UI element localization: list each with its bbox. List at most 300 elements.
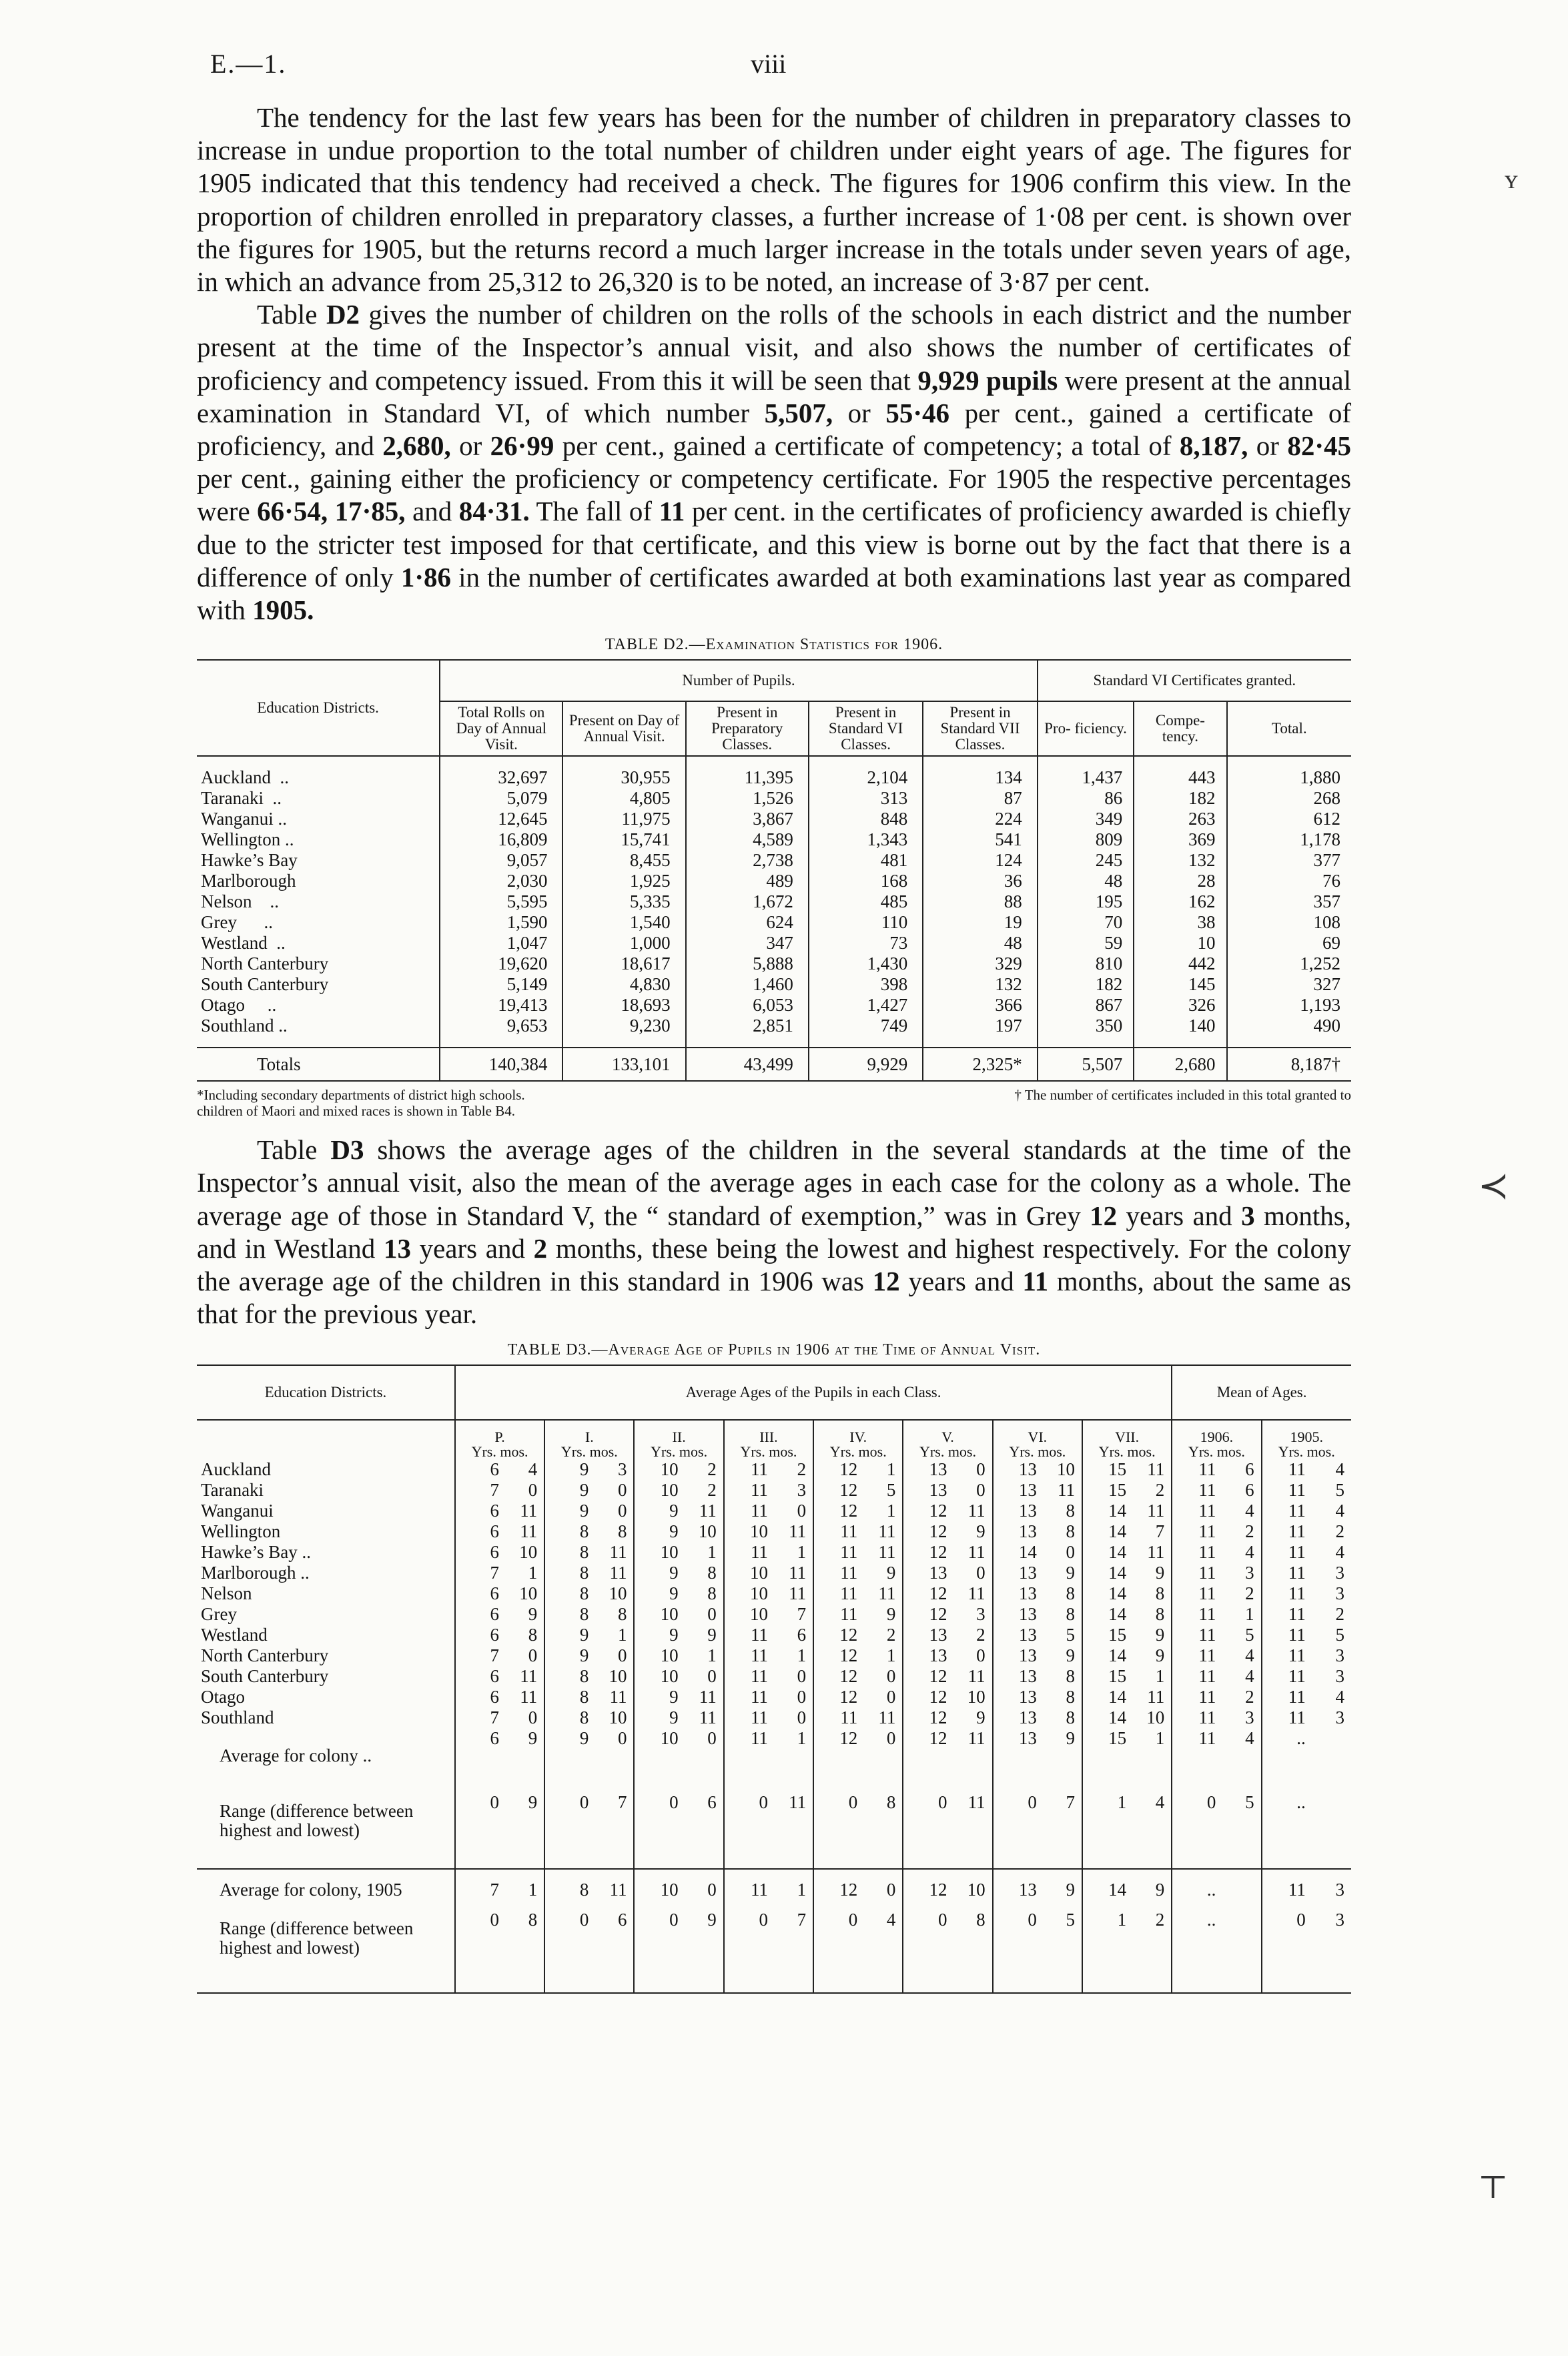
table-cell: 13 <box>1018 1501 1037 1521</box>
table-cell: 0 <box>949 1563 993 1583</box>
table-cell: 0 <box>500 1707 544 1728</box>
table-cell: 13 <box>1018 1728 1037 1749</box>
table-cell: 36 <box>923 871 1037 891</box>
d2-header-certificates: Standard VI Certificates granted. <box>1038 660 1351 701</box>
table-cell: 12 <box>929 1728 947 1749</box>
table-cell: 11 <box>1198 1687 1216 1707</box>
table-row <box>197 1728 1351 1792</box>
table-cell: 28 <box>1134 871 1226 891</box>
table-cell: 162 <box>1134 891 1226 912</box>
table-cell: 10 <box>749 1604 768 1625</box>
table-cell: 11 <box>680 1687 724 1707</box>
d2-col-header: Pro- ficiency. <box>1038 701 1134 756</box>
table-cell: 6 <box>490 1501 500 1521</box>
table-cell: 9 <box>500 1792 544 1869</box>
table-cell: 749 <box>809 1016 923 1036</box>
table-cell: 18,693 <box>562 995 685 1016</box>
table-cell: 1 <box>1128 1666 1172 1687</box>
table-cell: 11 <box>724 1869 769 1910</box>
table-cell: 10 <box>680 1521 724 1542</box>
table-cell: 12 <box>929 1521 947 1542</box>
district-name: Southland .. <box>197 1016 440 1036</box>
table-cell: 0 <box>490 1792 500 1813</box>
table-d2 <box>197 659 1351 1082</box>
table-cell: 12 <box>813 1869 859 1910</box>
table-cell: 10 <box>500 1583 544 1604</box>
table-cell: 0 <box>859 1728 903 1792</box>
bold-run: 11 <box>659 496 685 527</box>
table-cell: 10 <box>949 1869 993 1910</box>
table-cell: 624 <box>686 912 809 933</box>
table-cell: 9 <box>579 1645 589 1666</box>
table-cell: 7 <box>455 1869 500 1910</box>
text-run: per cent. in the certificates of proficiency awarded is chiefly due to the stricter test imposed for that certificate, and this view is borne out by the fact that there is a difference of only <box>197 496 1351 593</box>
bold-run: 26·99 <box>490 430 554 462</box>
table-cell: 15 <box>1108 1666 1127 1687</box>
table-cell: 8 <box>1038 1583 1082 1604</box>
bold-run: D2 <box>326 299 360 330</box>
table-cell: 8 <box>1038 1707 1082 1728</box>
table-row <box>197 1707 1351 1728</box>
bold-run: 84·31. <box>458 496 530 527</box>
table-cell: 8 <box>579 1521 589 1542</box>
table-cell: 9 <box>579 1728 589 1749</box>
table-cell: 10 <box>590 1666 634 1687</box>
table-cell: 30,955 <box>562 767 685 788</box>
table-cell: 48 <box>1038 871 1134 891</box>
table-cell: 10 <box>590 1583 634 1604</box>
table-cell: 7 <box>490 1645 500 1666</box>
bold-run: 1·86 <box>400 561 451 593</box>
table-cell: 32,697 <box>440 767 562 788</box>
district-name: Hawke’s Bay .. <box>197 1542 455 1563</box>
table-cell: 10 <box>500 1542 544 1563</box>
table-cell: 13 <box>993 1869 1038 1910</box>
table-cell: 1 <box>1217 1604 1261 1625</box>
text-run: gives the number of children on the rolls of the schools in each district and the number present at the time of the Inspector’s annual visit, and also shows the number of certificates of proficiency and competency issued. From this it will be seen that <box>197 299 1352 396</box>
table-cell: 8 <box>859 1792 903 1869</box>
district-name: Taranaki <box>197 1480 455 1501</box>
text-run: or <box>833 397 886 428</box>
text-run: shows the average ages of the children in the several standards at the time of the Inspector’s annual visit, also the mean of the average ages in each case for the colony as a whole. The average age of those in Standard V, the “ standard of exemption,” was in Grey <box>197 1134 1352 1231</box>
table-cell: 11 <box>1128 1501 1172 1521</box>
district-name: South Canterbury <box>197 1666 455 1687</box>
report-code: E.—1. <box>210 49 287 79</box>
table-cell: 8 <box>1038 1604 1082 1625</box>
table-cell: 0 <box>859 1869 903 1910</box>
table-row <box>197 809 1351 829</box>
table-cell: 0 <box>769 1707 813 1728</box>
table-cell: 1,526 <box>686 788 809 809</box>
table-cell: 11 <box>949 1542 993 1563</box>
table-cell: 11 <box>590 1687 634 1707</box>
table-cell: 12 <box>839 1480 858 1501</box>
table-d3-caption: TABLE D3.—Average Age of Pupils in 1906 at the Time of Annual Visit. <box>507 1341 1041 1359</box>
table-cell: 1,252 <box>1300 953 1340 974</box>
table-cell: 15 <box>1108 1480 1127 1501</box>
footnote-secondary: *Including secondary departments of district high schools. <box>197 1087 525 1104</box>
table-cell: 12 <box>929 1542 947 1563</box>
table-cell: 810 <box>1038 953 1134 974</box>
table-cell: 10 <box>749 1583 768 1604</box>
table-cell: 14 <box>1108 1542 1127 1563</box>
table-cell: 11 <box>750 1459 768 1480</box>
table-cell: 11 <box>1198 1542 1216 1563</box>
table-cell: 2 <box>1335 1521 1344 1542</box>
district-name: Average for colony .. <box>197 1728 455 1792</box>
table-cell: 10 <box>1038 1459 1082 1480</box>
table-cell: 12 <box>839 1645 858 1666</box>
d2-col-header: Compe- tency. <box>1134 701 1226 756</box>
table-cell: 1 <box>500 1869 544 1910</box>
table-cell: 15 <box>1108 1625 1127 1645</box>
table-cell <box>1307 1728 1351 1792</box>
table-cell: 11 <box>769 1583 813 1604</box>
table-cell: 8 <box>590 1604 634 1625</box>
table-cell: 4 <box>1335 1501 1344 1521</box>
table-cell: 12,645 <box>440 809 562 829</box>
table-cell: 11 <box>1128 1459 1172 1480</box>
table-cell: 11 <box>590 1542 634 1563</box>
class-label: VI. <box>1028 1429 1048 1446</box>
table-row <box>197 1583 1351 1604</box>
text-run: months, and in Westland <box>197 1200 1351 1264</box>
text-run: years and <box>1117 1200 1242 1231</box>
table-row <box>197 974 1351 995</box>
class-label: P. <box>494 1429 505 1446</box>
table-cell: 327 <box>1313 974 1340 995</box>
table-cell: 1,880 <box>1300 767 1340 788</box>
table-cell: 1,000 <box>562 933 685 953</box>
table-cell: 14 <box>1108 1583 1127 1604</box>
table-cell: 11 <box>1128 1542 1172 1563</box>
table-cell: 2 <box>1128 1910 1172 1993</box>
table-cell: 13 <box>1018 1563 1037 1583</box>
table-cell: 2 <box>949 1625 993 1645</box>
margin-mark: ≺ <box>1478 1166 1509 1207</box>
table-cell: 8 <box>1038 1501 1082 1521</box>
bold-run: 13 <box>383 1232 411 1264</box>
table-cell: 10 <box>660 1728 679 1749</box>
table-cell: 0 <box>1262 1910 1307 1993</box>
years-months-label: Yrs. mos. <box>919 1443 976 1461</box>
table-cell: 377 <box>1313 850 1340 871</box>
table-cell: 0 <box>759 1792 768 1813</box>
table-row <box>197 1563 1351 1583</box>
table-cell: 2 <box>1335 1604 1344 1625</box>
text-run: years and <box>410 1232 534 1264</box>
totals-cell: 140,384 <box>440 1048 562 1081</box>
table-cell: 4 <box>1335 1687 1344 1707</box>
table-cell: 11 <box>1288 1480 1306 1501</box>
table-cell: 10 <box>660 1666 679 1687</box>
table-cell: 6 <box>490 1625 500 1645</box>
totals-cell: 43,499 <box>686 1048 809 1081</box>
table-cell: 0 <box>590 1728 634 1792</box>
table-cell: .. <box>1296 1792 1306 1813</box>
table-cell: 12 <box>839 1666 858 1687</box>
table-cell: 490 <box>1313 1016 1340 1036</box>
table-cell: 11 <box>1198 1480 1216 1501</box>
d3-header-districts: Education Districts. <box>197 1365 455 1420</box>
table-cell: 489 <box>686 871 809 891</box>
d3-header-mean: Mean of Ages. <box>1172 1365 1351 1420</box>
district-name: Range (difference between highest and lowest) <box>197 1910 455 1993</box>
bold-run: 12 <box>872 1266 900 1297</box>
table-row <box>197 912 1351 933</box>
table-cell: 13 <box>929 1645 947 1666</box>
table-cell: 10 <box>660 1604 679 1625</box>
table-cell: 13 <box>929 1625 947 1645</box>
table-cell: 11 <box>750 1666 768 1687</box>
class-header <box>544 1420 634 1459</box>
text-run: months, about the same as that for the previous year. <box>197 1266 1352 1330</box>
table-cell: 11 <box>500 1687 544 1707</box>
district-name: Taranaki .. <box>197 788 440 809</box>
table-d2-footnote-cont <box>197 1103 1351 1119</box>
table-cell: 182 <box>1134 788 1226 809</box>
bold-run: 12 <box>1090 1200 1118 1231</box>
district-name: Auckland <box>197 1459 455 1480</box>
table-cell: 2 <box>1217 1687 1261 1707</box>
table-cell: 1,437 <box>1038 767 1134 788</box>
table-cell: 12 <box>929 1707 947 1728</box>
bold-run: 66·54, <box>257 496 328 527</box>
table-cell: 10 <box>1128 1707 1172 1728</box>
years-months-label: Yrs. mos. <box>1188 1443 1245 1461</box>
table-cell: 1 <box>769 1542 813 1563</box>
table-cell: 13 <box>1018 1521 1037 1542</box>
table-cell: 6 <box>680 1792 724 1869</box>
class-header <box>1262 1420 1351 1459</box>
paragraph-table-d3 <box>197 1134 1351 1330</box>
table-cell: 485 <box>809 891 923 912</box>
text-run: and <box>405 496 459 527</box>
bold-run: 2 <box>533 1232 548 1264</box>
bold-run: 55·46 <box>885 397 950 428</box>
table-cell: 2 <box>859 1625 903 1645</box>
table-cell: 5 <box>1038 1910 1082 1993</box>
d2-col-header: Total. <box>1227 701 1351 756</box>
page-header <box>197 41 1351 88</box>
table-cell: 69 <box>1322 933 1340 953</box>
table-cell: 9 <box>1038 1869 1082 1910</box>
table-cell: 13 <box>929 1480 947 1501</box>
table-cell: 145 <box>1134 974 1226 995</box>
table-cell: 2 <box>680 1480 724 1501</box>
class-header <box>903 1420 992 1459</box>
table-cell: 0 <box>1028 1792 1037 1813</box>
table-cell: 2 <box>1217 1521 1261 1542</box>
d3-header-ages: Average Ages of the Pupils in each Class. <box>455 1365 1172 1420</box>
table-cell: 10 <box>749 1521 768 1542</box>
table-cell: 4 <box>859 1910 903 1993</box>
table-cell: 88 <box>923 891 1037 912</box>
table-cell: 3 <box>1217 1707 1261 1728</box>
table-cell: 4,805 <box>562 788 685 809</box>
table-cell: 10 <box>660 1542 679 1563</box>
table-cell: 13 <box>1018 1687 1037 1707</box>
table-cell: 14 <box>1018 1542 1037 1563</box>
table-cell: 11 <box>1198 1625 1216 1645</box>
table-cell: 11 <box>840 1542 858 1563</box>
paragraph-table-d2 <box>197 298 1351 627</box>
table-cell: 9 <box>500 1728 544 1792</box>
table-cell: 11 <box>1198 1501 1216 1521</box>
document-page <box>197 41 1351 1994</box>
table-cell: 9 <box>949 1521 993 1542</box>
bold-run: 5,507, <box>764 397 833 428</box>
table-cell: 848 <box>809 809 923 829</box>
bold-run: 9,929 pupils <box>917 364 1058 396</box>
table-cell: 7 <box>490 1707 500 1728</box>
table-cell: 12 <box>929 1501 947 1521</box>
table-cell: 2 <box>1217 1583 1261 1604</box>
table-cell: 10 <box>590 1707 634 1728</box>
table-cell: 11 <box>769 1563 813 1583</box>
table-cell: 809 <box>1038 829 1134 850</box>
table-row <box>197 1792 1351 1869</box>
table-cell: 349 <box>1038 809 1134 829</box>
bold-run: D3 <box>330 1134 364 1166</box>
class-label: III. <box>759 1429 778 1446</box>
table-cell: 8 <box>1128 1604 1172 1625</box>
district-name: Grey .. <box>197 912 440 933</box>
table-cell: 13 <box>1018 1707 1037 1728</box>
district-name: Range (difference between highest and lowest) <box>197 1792 455 1869</box>
table-cell: 11 <box>750 1707 768 1728</box>
totals-cell: 133,101 <box>562 1048 685 1081</box>
class-header <box>455 1420 544 1459</box>
table-cell: 9,653 <box>440 1016 562 1036</box>
table-cell: 2,851 <box>686 1016 809 1036</box>
table-cell: 9 <box>1128 1645 1172 1666</box>
table-cell: 0 <box>769 1666 813 1687</box>
table-cell: 4 <box>1217 1666 1261 1687</box>
table-cell: 12 <box>839 1687 858 1707</box>
table-cell: 132 <box>1134 850 1226 871</box>
table-cell: 168 <box>809 871 923 891</box>
table-cell: 12 <box>929 1666 947 1687</box>
table-cell: 6 <box>490 1687 500 1707</box>
class-label: 1905. <box>1290 1429 1324 1446</box>
table-cell: 369 <box>1134 829 1226 850</box>
table-row <box>197 1480 1351 1501</box>
table-cell: 8 <box>1038 1666 1082 1687</box>
class-header <box>724 1420 813 1459</box>
table-row <box>197 788 1351 809</box>
table-cell: 12 <box>929 1687 947 1707</box>
table-cell: 11 <box>1288 1645 1306 1666</box>
text-run <box>328 496 335 526</box>
table-d3 <box>197 1364 1351 1994</box>
years-months-label: Yrs. mos. <box>829 1443 887 1461</box>
table-cell: 0 <box>769 1501 813 1521</box>
table-cell: 1 <box>859 1459 903 1480</box>
table-cell: 48 <box>923 933 1037 953</box>
table-cell: 10 <box>660 1480 679 1501</box>
table-cell: 11 <box>840 1563 858 1583</box>
text-run: were present at the annual examination in Standard VI, of which number <box>197 364 1351 428</box>
table-cell: 13 <box>929 1563 947 1583</box>
table-cell: 8 <box>579 1583 589 1604</box>
d2-col-header: Present in Preparatory Classes. <box>686 701 809 756</box>
table-cell: 11 <box>1198 1666 1216 1687</box>
table-cell: 108 <box>1313 912 1340 933</box>
table-cell: 9,230 <box>562 1016 685 1036</box>
table-cell: 443 <box>1134 767 1226 788</box>
table-cell: 11 <box>750 1687 768 1707</box>
table-row <box>197 1459 1351 1480</box>
table-cell: 3 <box>1217 1563 1261 1583</box>
table-cell: 9 <box>669 1707 679 1728</box>
table-cell: 0 <box>1038 1542 1082 1563</box>
table-cell: 11 <box>840 1521 858 1542</box>
table-cell: 11 <box>769 1521 813 1542</box>
table-cell: 76 <box>1322 871 1340 891</box>
table-cell: 9 <box>680 1625 724 1645</box>
table-cell: 9 <box>669 1501 679 1521</box>
district-name: Marlborough <box>197 871 440 891</box>
totals-cell: 9,929 <box>809 1048 923 1081</box>
table-cell: 11 <box>1198 1645 1216 1666</box>
years-months-label: Yrs. mos. <box>1278 1443 1335 1461</box>
text-run: or <box>450 430 490 462</box>
table-cell: 8 <box>544 1869 590 1910</box>
table-cell: 5,149 <box>440 974 562 995</box>
table-cell: 0 <box>500 1645 544 1666</box>
table-cell: 0 <box>848 1792 858 1813</box>
totals-cell: 2,325* <box>923 1048 1037 1081</box>
table-cell: 541 <box>923 829 1037 850</box>
class-header <box>634 1420 723 1459</box>
table-cell: 14 <box>1108 1563 1127 1583</box>
table-cell: 7 <box>1038 1792 1082 1869</box>
table-cell: 1,672 <box>686 891 809 912</box>
table-cell: 6 <box>490 1604 500 1625</box>
table-cell: 9 <box>1038 1645 1082 1666</box>
district-name: Westland .. <box>197 933 440 953</box>
table-row <box>197 933 1351 953</box>
d2-col-header: Present in Standard VII Classes. <box>923 701 1037 756</box>
table-cell: 14 <box>1108 1604 1127 1625</box>
bold-run: 1905. <box>252 595 314 626</box>
table-cell: 3 <box>1335 1563 1344 1583</box>
table-cell: 11 <box>1288 1625 1306 1645</box>
table-cell: 4 <box>1217 1728 1261 1792</box>
table-row <box>197 1604 1351 1625</box>
table-cell: 0 <box>938 1792 947 1813</box>
table-cell: 1 <box>1082 1910 1128 1993</box>
table-cell: 11 <box>750 1542 768 1563</box>
table-cell: 1 <box>859 1645 903 1666</box>
table-cell: 5 <box>1038 1625 1082 1645</box>
table-d2-caption: TABLE D2.—Examination Statistics for 1906. <box>605 636 943 654</box>
table-cell: 182 <box>1038 974 1134 995</box>
table-cell: 350 <box>1038 1016 1134 1036</box>
class-label: II. <box>672 1429 686 1446</box>
table-cell: 11 <box>949 1501 993 1521</box>
margin-mark: ʏ <box>1505 164 1518 194</box>
table-cell: 398 <box>809 974 923 995</box>
table-cell: 1 <box>680 1645 724 1666</box>
table-cell: 0 <box>544 1910 590 1993</box>
class-header <box>993 1420 1082 1459</box>
table-cell: 1 <box>680 1542 724 1563</box>
table-cell: 0 <box>1206 1792 1216 1813</box>
table-cell: 7 <box>769 1604 813 1625</box>
table-cell: 6 <box>1217 1480 1261 1501</box>
